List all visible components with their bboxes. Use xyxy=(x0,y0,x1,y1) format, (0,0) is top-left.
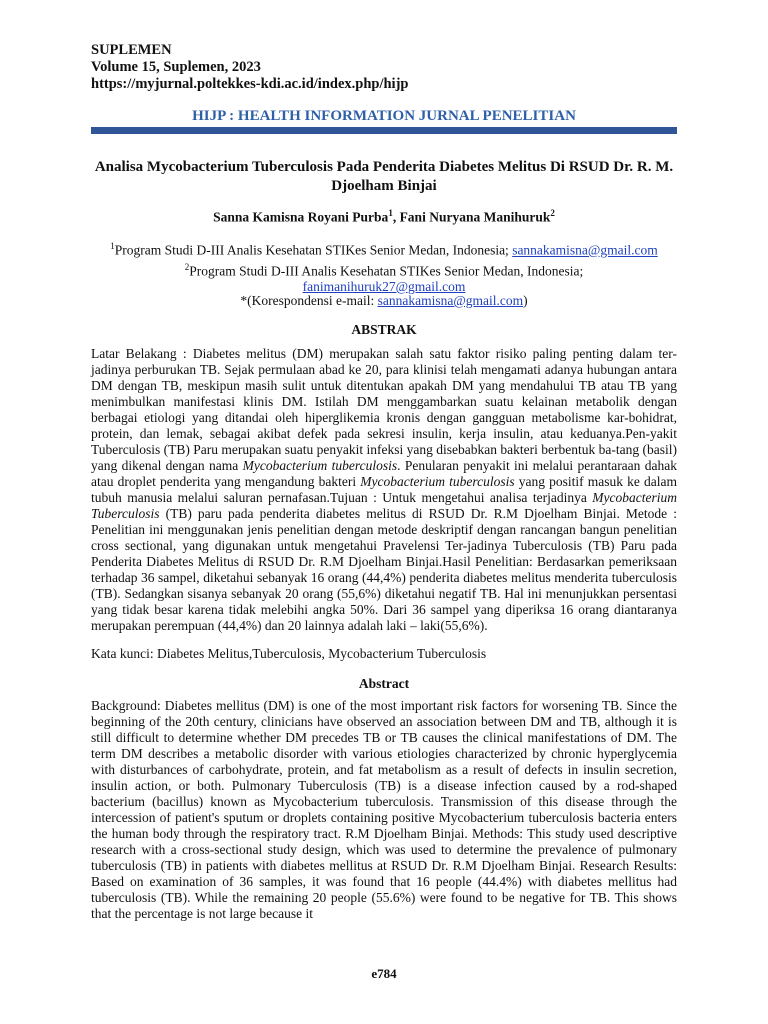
abstrak-body xyxy=(91,346,677,634)
author-name: Sanna Kamisna Royani Purba xyxy=(213,209,389,225)
abstrak-text: yang positif masuk ke dalam tubuh manusia melalui saluran pernafasan.Tujuan : Untuk mengetahui analisa terjadinya xyxy=(91,474,678,505)
affil-text: Program Studi D-III Analis Kesehatan STIKes Senior Medan, Indonesia; xyxy=(114,242,513,258)
supplement-label: SUPLEMEN xyxy=(91,42,172,58)
author-separator: , xyxy=(392,209,400,225)
correspondence-prefix: *(Korespondensi e-mail: xyxy=(240,293,378,308)
affil-text: Program Studi D-III Analis Kesehatan STIKes Senior Medan, Indonesia; xyxy=(189,263,584,278)
species-name: Mycobacterium Tuberculosis xyxy=(91,490,677,521)
species-name: Mycobacterium tuberculosis xyxy=(360,474,515,489)
journal-url[interactable]: https://myjurnal.poltekkes-kdi.ac.id/index.php/hijp xyxy=(91,76,409,92)
correspondence xyxy=(0,293,768,309)
volume-info: Volume 15, Suplemen, 2023 xyxy=(91,59,261,75)
abstrak-text: Latar Belakang : Diabetes melitus (DM) merupakan salah satu faktor risiko paling penting dalam ter-jadinya perburukan TB. Sejak permulaan abad ke 20, para klinisi telah mengamati adanya hubungan antara DM dengan TB, meskipun masih sulit untuk ditentukan apakah DM yang mendahului TB atau TB yang menimbulkan manifestasi klinis DM. Istilah DM menggambarkan suatu kelainan metabolik dengan berbagai etiologi yang ditandai oleh hiperglikemia kronis dengan gangguan metabolisme kar-bohidrat, protein, dan lemak, sebagai akibat defek pada sekresi insulin, kerja insulin, atau keduanya.Pen-yakit Tuberculosis (TB) Paru merupakan suatu penyakit infeksi yang disebabkan bakteri berbentuk ba-tang (basil) yang dikenal dengan nama xyxy=(91,346,677,473)
keywords: Kata kunci: Diabetes Melitus,Tuberculosis, Mycobacterium Tuberculosis xyxy=(91,646,487,661)
paper-title: Analisa Mycobacterium Tuberculosis Pada Penderita Diabetes Melitus Di RSUD Dr. R. M. Djoelham Binjai xyxy=(94,159,674,194)
email-link[interactable]: sannakamisna@gmail.com xyxy=(377,293,524,308)
email-link[interactable]: fanimanihuruk27@gmail.com xyxy=(302,279,466,294)
abstrak-heading: ABSTRAK xyxy=(351,322,417,337)
affil-marker: 2 xyxy=(184,261,190,272)
page-number: e784 xyxy=(371,966,397,981)
correspondence-suffix: ) xyxy=(523,293,528,308)
species-name: Mycobacterium tuberculosis xyxy=(242,458,398,473)
email-link[interactable]: sannakamisna@gmail.com xyxy=(512,242,658,258)
abstract-body: Background: Diabetes mellitus (DM) is one of the most important risk factors for worsening TB. Since the beginning of the 20th century, clinicians have observed an association between DM and TB, although it is still difficult to determine whether DM precedes TB or TB causes the clinical manifestations of DM. The term DM describes a metabolic disorder with various etiologies characterized by chronic hyperglycemia with disturbances of carbohydrate, protein, and fat metabolism as a result of defects in insulin secretion, insulin action, or both. Pulmonary Tuberculosis (TB) is a disease infection caused by a rod-shaped bacterium (bacillus) known as Mycobacterium tuberculosis. Transmission of this disease through the intercession of patient's sputum or droplets containing positive Mycobacterium tuberculosis bacteria enters the human body through the respiratory tract. R.M Djoelham Binjai. Methods: This study used descriptive research with a cross-sectional study design, which was used to determine the prevalence of pulmonary tuberculosis (TB) in patients with diabetes mellitus at RSUD Dr. R.M Djoelham Binjai. Research Results: Based on examination of 36 samples, it was found that 16 people (44.4%) with diabetes mellitus had tuberculosis (TB). While the remaining 20 people (55.6%) were found to be negative for TB. This shows that the percentage is not large because it xyxy=(91,698,677,921)
journal-name: HIJP : HEALTH INFORMATION JURNAL PENELITIAN xyxy=(192,108,576,124)
author-affil-marker: 2 xyxy=(550,208,555,218)
affiliation-1 xyxy=(91,238,677,259)
abstrak-text: (TB) paru pada penderita diabetes melitus di RSUD Dr. R.M Djoelham Binjai. Metode : Penelitian ini menggunakan jenis penelitian dengan metode deskriptif dengan rancangan bangun penelitian cross sectional, yang digunakan untuk mengetahui Pravelensi Ter-jadinya Tuberculosis (TB) Paru pada Penderita Diabetes Melitus di RSUD Dr. R.M Djoelham Binjai.Hasil Penelitian: Berdasarkan pemeriksaan terhadap 36 sampel, diketahui sebanyak 16 orang (44,4%) penderita diabetes melitus menderita tuberculosis (TB). Sedangkan sisanya sebanyak 20 orang (55,6%) diketahui negatif TB. Hal ini menunjukkan persentasi yang tidak besar karena tidak melebihi angka 50%. Dari 36 sampel yang diperiksa 16 orang diantaranya merupakan perempuan (44,4%) dan 20 lainnya adalah laki – laki(55,6%). xyxy=(91,506,677,633)
header-rule xyxy=(91,127,677,134)
affil-marker: 1 xyxy=(110,241,115,251)
journal-header xyxy=(91,42,408,93)
affiliations xyxy=(91,238,677,295)
abstrak-text: . Penularan penyakit ini melalui perantaraan dahak atau droplet penderita yang mengandung bakteri xyxy=(91,458,678,489)
author-list xyxy=(0,208,768,226)
affiliation-2 xyxy=(91,259,677,280)
author-name: Fani Nuryana Manihuruk xyxy=(399,209,551,225)
author-affil-marker: 1 xyxy=(388,208,393,218)
abstract-heading: Abstract xyxy=(358,676,410,691)
